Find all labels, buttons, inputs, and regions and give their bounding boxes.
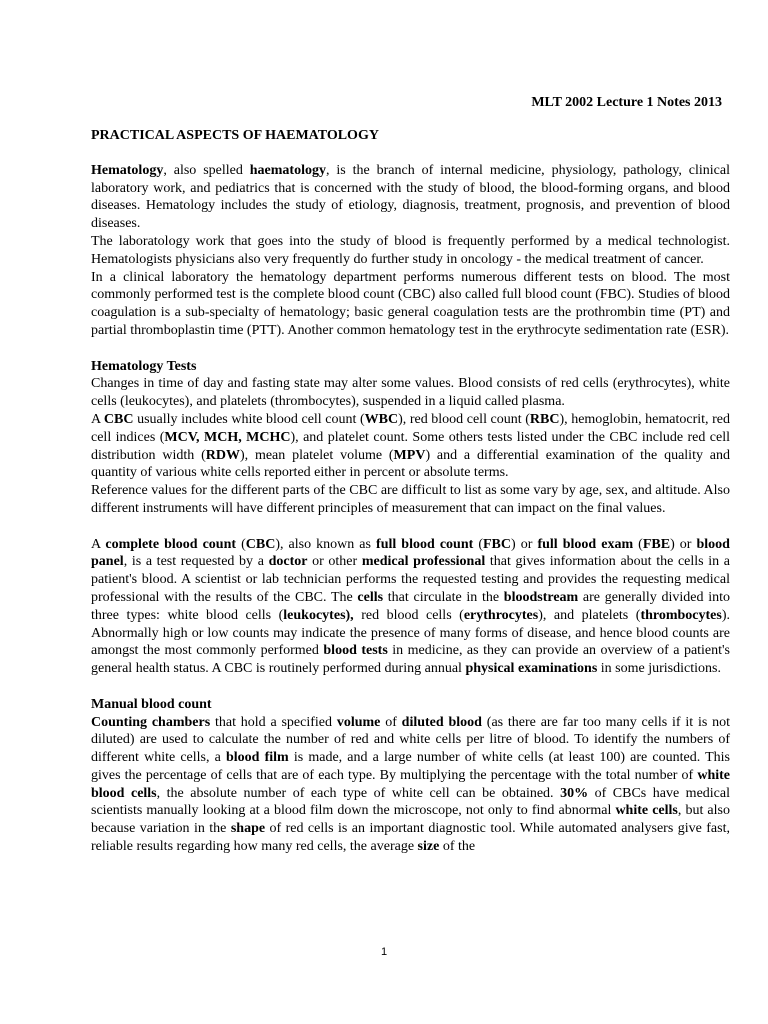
text: A	[91, 411, 104, 427]
text: , but also because variation in the	[91, 803, 730, 837]
term-hematology: Hematology	[91, 162, 164, 178]
text: of red cells is an important diagnostic tool. While automated analysers give fast, reliable results regarding how many red cells, the average	[91, 821, 730, 855]
text: , also spelled	[163, 162, 250, 178]
text: that hold a specified	[210, 714, 337, 730]
intro-paragraph-3: In a clinical laboratory the hematology department performs numerous different tests on blood. The most commonly performed test is the complete blood count (CBC) also called full blood count (FBC). Studies of blood coagulation is a sub-specialty of hematology; basic general coagulation tests are the prothrombin time (PT) and partial thromboplastin time (PTT). Another common hematology test in the erythrocyte sedimentation rate (ESR).	[91, 269, 730, 338]
text: ). Abnormally high or low counts may indicate the presence of many forms of disease, and hence blood counts are amongst the most commonly performed	[91, 607, 731, 659]
term: 30%	[560, 785, 589, 801]
text: are generally divided into three types: white blood cells (	[91, 589, 730, 623]
tests-paragraph-1: Changes in time of day and fasting state may alter some values. Blood consists of red cells (erythrocytes), white cells (leukocytes), and platelets (thrombocytes), suspended in a liquid called plasma.	[91, 376, 730, 410]
term: shape	[230, 821, 266, 837]
term: full blood count	[376, 536, 474, 552]
text: ), mean platelet volume (	[239, 447, 394, 463]
tests-paragraph-2	[91, 411, 730, 482]
text: (as there are far too many cells if it is not diluted) are used to calculate the number of red and white cells per litre of blood. To identify the numbers of different white cells, a	[91, 714, 730, 766]
term: full blood exam	[537, 536, 634, 552]
term: thrombocytes	[640, 607, 722, 623]
term: doctor	[268, 554, 308, 570]
text: , the absolute number of each type of white cell can be obtained.	[156, 785, 561, 801]
term: FBC	[483, 536, 511, 552]
manual-paragraph	[91, 714, 730, 856]
lecture-header: MLT 2002 Lecture 1 Notes 2013	[531, 95, 722, 110]
term-mpv: MPV	[393, 447, 426, 463]
text: ), hemoglobin, hematocrit, red cell indices (	[91, 411, 730, 445]
term-cbc: CBC	[103, 411, 134, 427]
term: leukocytes),	[283, 607, 354, 623]
term-rdw: RDW	[205, 447, 240, 463]
term: Counting chambers	[91, 714, 211, 730]
term: medical professional	[361, 554, 486, 570]
term: white cells	[615, 803, 678, 819]
text: (	[473, 536, 483, 552]
text: ), and platelets (	[538, 607, 641, 623]
section-heading-tests: Hematology Tests	[91, 358, 197, 374]
term: blood tests	[323, 643, 388, 659]
text: in some jurisdictions.	[597, 661, 721, 677]
text: usually includes white blood cell count (	[133, 411, 365, 427]
intro-paragraph-2: The laboratology work that goes into the study of blood is frequently performed by a medical technologist. Hematologists physicians also very frequently do further study in oncology - the medical treatment of cancer.	[91, 233, 730, 267]
term: complete blood count	[105, 536, 237, 552]
text: of the	[439, 839, 476, 855]
term-wbc: WBC	[364, 411, 399, 427]
text: of	[380, 714, 402, 730]
text: ) or	[511, 536, 538, 552]
text: ), red blood cell count (	[398, 411, 530, 427]
text: (	[633, 536, 643, 552]
text: of CBCs have medical scientists manually looking at a blood film down the microscope, not only to find abnormal	[91, 785, 730, 819]
text: is made, and a large number of white cells (at least 100) are counted. This gives the percentage of cells that are of each type. By multiplying the percentage with the total number of	[91, 750, 730, 783]
text: A	[91, 536, 106, 552]
text: red blood cells (	[353, 607, 464, 623]
term: physical examinations	[465, 661, 598, 677]
term: blood panel	[91, 536, 730, 570]
term-haematology: haematology	[249, 162, 326, 178]
text: that gives information about the cells in a patient's blood. A scientist or lab technician performs the requested testing and provides the requesting medical professional with the results of the CBC. The	[91, 554, 730, 605]
text: ), and platelet count. Some others tests listed under the CBC include red cell distribution width (	[91, 429, 731, 463]
term: diluted blood	[401, 714, 482, 730]
term: FBE	[642, 536, 671, 552]
term: white blood cells	[91, 767, 730, 801]
text: , is a test requested by a	[123, 554, 269, 570]
section-heading-manual: Manual blood count	[91, 696, 212, 712]
text: that circulate in the	[383, 589, 504, 605]
term: size	[417, 839, 440, 855]
term: volume	[336, 714, 381, 730]
tests-paragraph-3: Reference values for the different parts of the CBC are difficult to list as some vary by age, sex, and altitude. Also different instruments will have different principles of measurement that can impact on the final values.	[91, 483, 730, 516]
page-number: 1	[380, 946, 388, 958]
text: ), also known as	[275, 536, 377, 552]
text: in medicine, as they can provide an overview of a patient's general health status. A CBC is routinely performed during annual	[91, 643, 731, 677]
term: cells	[357, 589, 384, 605]
document-body	[91, 127, 730, 856]
text: , is the branch of internal medicine, physiology, pathology, clinical laboratory work, and pediatrics that is concerned with the study of blood, the blood-forming organs, and blood diseases. Hematology includes the study of etiology, diagnosis, treatment, prognosis, and prevention of blood diseases.	[91, 162, 730, 232]
text: or other	[307, 554, 362, 570]
term: CBC	[245, 536, 276, 552]
text: (	[236, 536, 246, 552]
term-indices: MCV, MCH, MCHC	[164, 429, 291, 445]
text: ) or	[670, 536, 697, 552]
term-rbc: RBC	[529, 411, 560, 427]
term: erythrocytes	[463, 607, 539, 623]
term: bloodstream	[503, 589, 579, 605]
cbc-paragraph	[91, 536, 730, 678]
text: ) and a differential examination of the quality and quantity of various white cells reported either in percent or absolute terms.	[91, 447, 730, 481]
term: blood film	[226, 750, 289, 766]
intro-paragraph-1	[91, 162, 730, 233]
page-title: PRACTICAL ASPECTS OF HAEMATOLOGY	[91, 128, 379, 143]
